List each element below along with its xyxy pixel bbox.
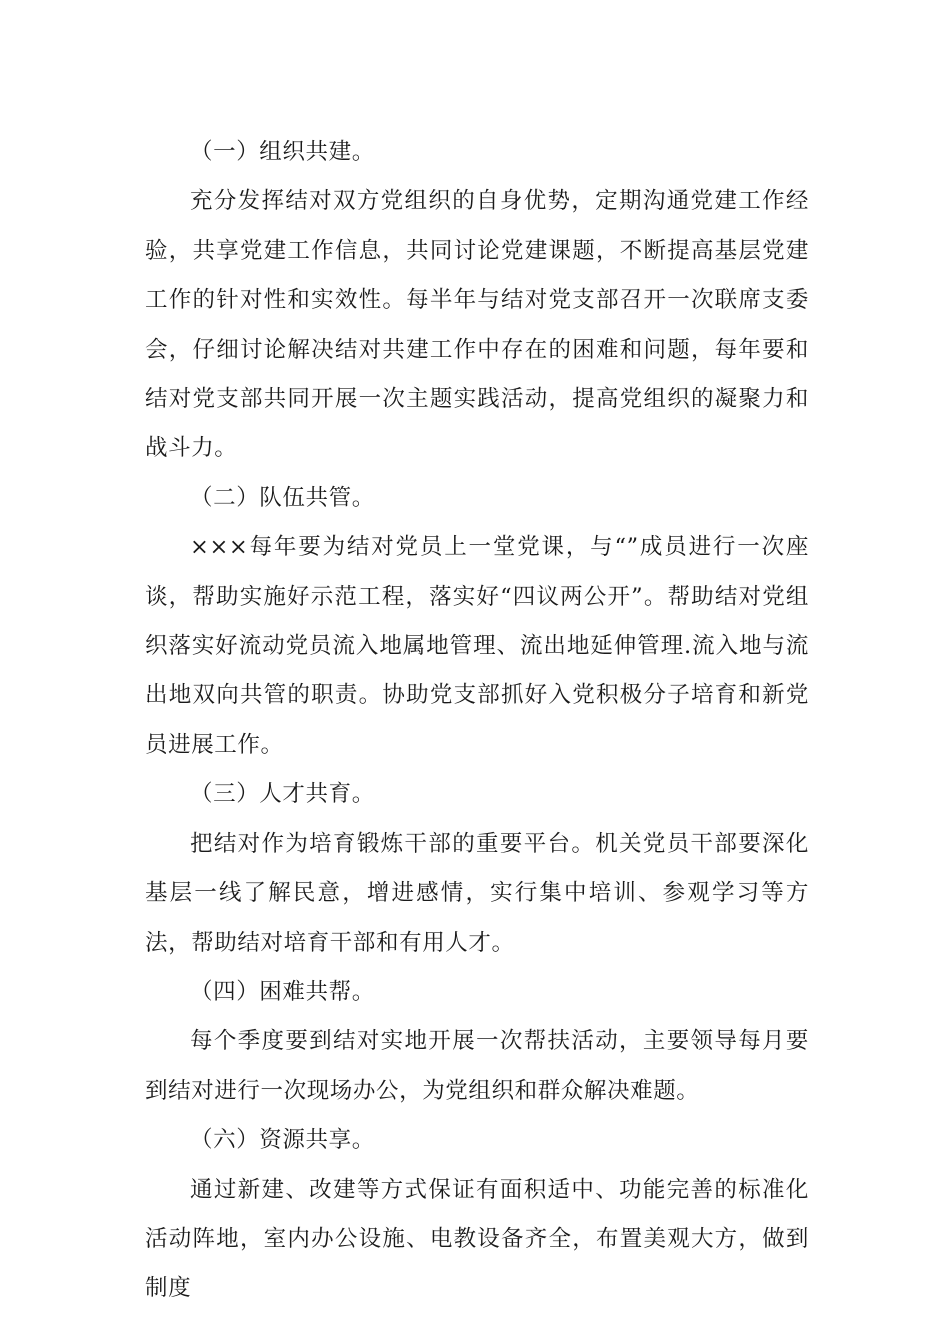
section-heading-resources: （六）资源共享。 (190, 1127, 375, 1154)
paragraph-resources: 通过新建、改建等方式保证有面积适中、功能完善的标准化活动阵地，室内办公设施、电教设备齐全，布置美观大方，做到制度 (145, 1176, 809, 1302)
paragraph-talent: 把结对作为培育锻炼干部的重要平台。机关党员干部要深化基层一线了解民意，增进感情，实行集中培训、参观学习等方法，帮助结对培育干部和有用人才。 (145, 830, 809, 956)
section-heading-talent: （三）人才共育。 (190, 781, 375, 808)
section-heading-organization: （一）组织共建。 (190, 139, 375, 165)
section-heading-team: （二）队伍共管。 (190, 484, 375, 511)
paragraph-difficulty: 每个季度要到结对实地开展一次帮扶活动，主要领导每月要到结对进行一次现场办公，为党组织和群众解决难题。 (145, 1028, 809, 1104)
paragraph-team: ×××每年要为结对党员上一堂党课，与“”成员进行一次座谈，帮助实施好示范工程，落实好“四议两公开”。帮助结对党组织落实好流动党员流入地属地管理、流出地延伸管理.流入地与流出地双向共管的职责。协助党支部抓好入党积极分子培育和新党员进展工作。 (145, 534, 809, 758)
section-heading-difficulty: （四）困难共帮。 (190, 978, 375, 1005)
document-body (145, 128, 809, 1314)
paragraph-organization: 充分发挥结对双方党组织的自身优势，定期沟通党建工作经验，共享党建工作信息，共同讨论党建课题，不断提高基层党建工作的针对性和实效性。每半年与结对党支部召开一次联席支委会，仔细讨论解决结对共建工作中存在的困难和问题，每年要和结对党支部共同开展一次主题实践活动，提高党组织的凝聚力和战斗力。 (145, 188, 809, 462)
